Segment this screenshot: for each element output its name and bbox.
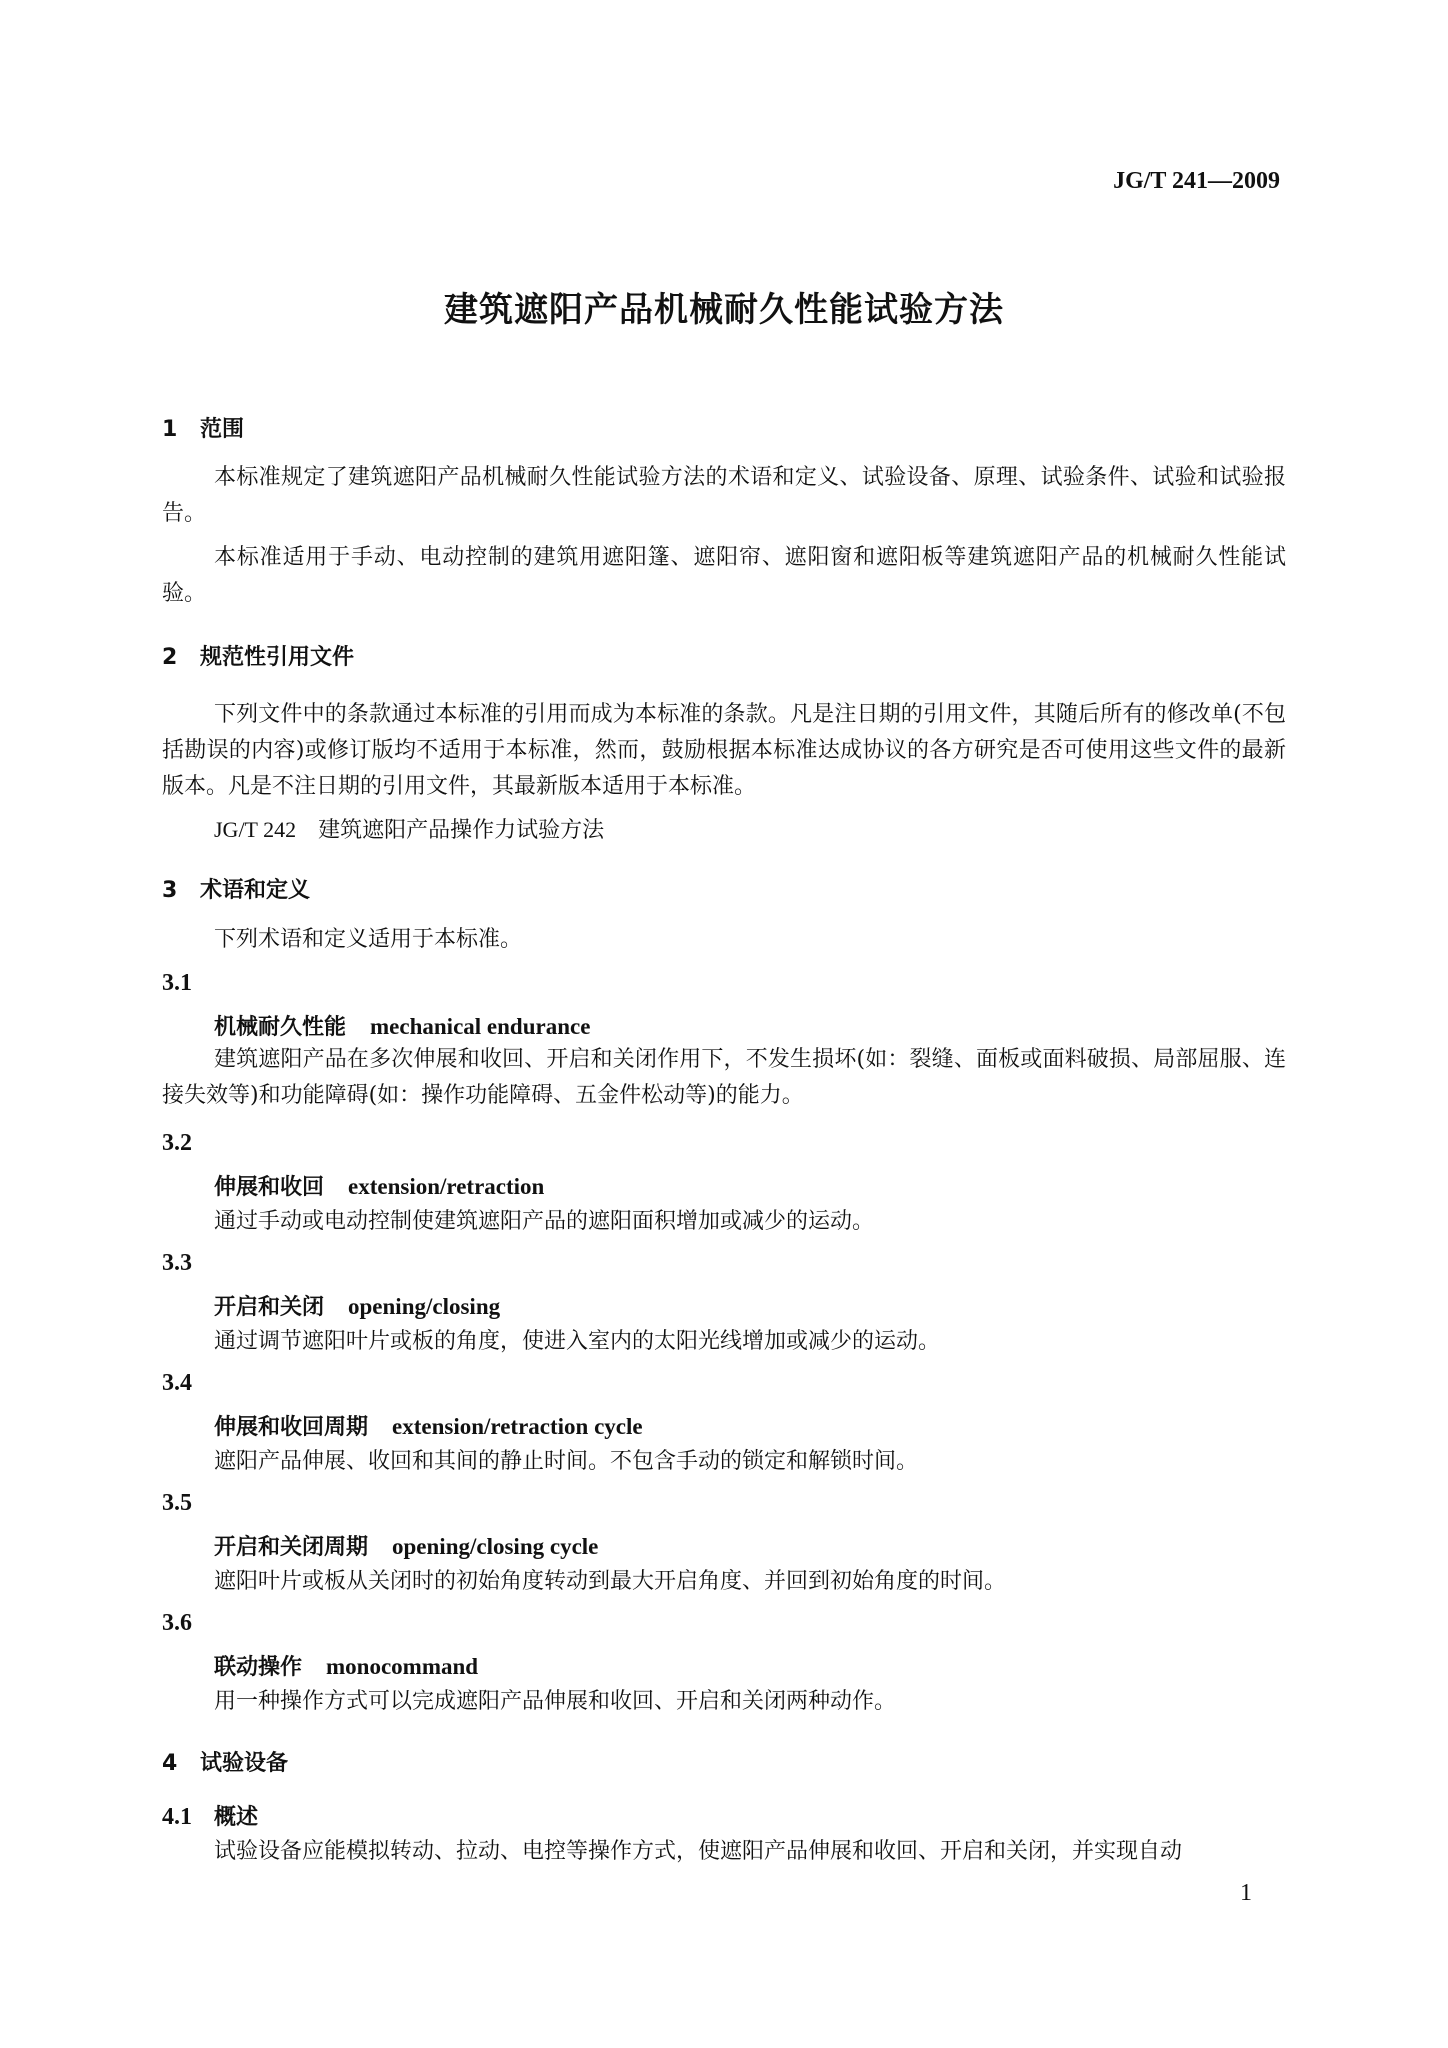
- section-number: 1: [162, 417, 178, 442]
- term-heading: [214, 1530, 598, 1561]
- section-title: 术语和定义: [200, 878, 311, 903]
- term-heading: [214, 1410, 643, 1441]
- term-definition: 遮阳叶片或板从关闭时的初始角度转动到最大开启角度、并回到初始角度的时间。: [214, 1569, 1007, 1594]
- term-zh: 伸展和收回周期: [214, 1415, 369, 1440]
- section-3-intro: 下列术语和定义适用于本标准。: [214, 927, 523, 952]
- section-title: 试验设备: [200, 1751, 289, 1776]
- term-heading: [214, 1170, 544, 1201]
- term-definition: 建筑遮阳产品在多次伸展和收回、开启和关闭作用下，不发生损坏(如：裂缝、面板或面料破损、局部屈服、连接失效等)和功能障碍(如：操作功能障碍、五金件松动等)的能力。: [162, 1047, 1286, 1108]
- term-definition: 通过手动或电动控制使建筑遮阳产品的遮阳面积增加或减少的运动。: [214, 1209, 875, 1234]
- term-number: 3.4: [162, 1370, 192, 1396]
- term-heading: [214, 1290, 500, 1321]
- term-en: opening/closing cycle: [392, 1534, 599, 1559]
- term-number: 3.5: [162, 1490, 192, 1516]
- term-zh: 机械耐久性能: [214, 1015, 347, 1040]
- term-en: monocommand: [326, 1654, 479, 1679]
- term-zh: 伸展和收回: [214, 1175, 325, 1200]
- term-en: opening/closing: [348, 1294, 501, 1319]
- section-title: 规范性引用文件: [200, 645, 355, 670]
- section-number: 4: [162, 1751, 178, 1776]
- term-zh: 开启和关闭周期: [214, 1535, 369, 1560]
- section-2-heading: [162, 640, 354, 671]
- section-3-heading: [162, 873, 310, 904]
- subsection-title: 概述: [214, 1805, 259, 1830]
- term-definition: 用一种操作方式可以完成遮阳产品伸展和收回、开启和关闭两种动作。: [214, 1689, 897, 1714]
- section-4-paragraph-1: 试验设备应能模拟转动、拉动、电控等操作方式，使遮阳产品伸展和收回、开启和关闭，并实现自动: [214, 1839, 1183, 1864]
- term-heading: [214, 1650, 478, 1681]
- reference-code: JG/T 242: [214, 817, 297, 842]
- term-en: extension/retraction cycle: [392, 1414, 643, 1439]
- term-number: 3.6: [162, 1610, 192, 1636]
- subsection-number: 4.1: [162, 1804, 192, 1830]
- term-en: mechanical endurance: [370, 1014, 591, 1039]
- term-number: 3.2: [162, 1130, 192, 1156]
- normative-reference: [214, 812, 1286, 849]
- section-number: 3: [162, 878, 178, 903]
- reference-title: 建筑遮阳产品操作力试验方法: [318, 818, 605, 843]
- term-number: 3.1: [162, 970, 192, 996]
- section-1-paragraph-2: 本标准适用于手动、电动控制的建筑用遮阳篷、遮阳帘、遮阳窗和遮阳板等建筑遮阳产品的机械耐久性能试验。: [162, 545, 1286, 606]
- term-definition: 遮阳产品伸展、收回和其间的静止时间。不包含手动的锁定和解锁时间。: [214, 1449, 919, 1474]
- term-heading: [214, 1010, 590, 1041]
- section-1-paragraph-1: 本标准规定了建筑遮阳产品机械耐久性能试验方法的术语和定义、试验设备、原理、试验条件、试验和试验报告。: [162, 465, 1286, 526]
- section-1-heading: [162, 412, 244, 443]
- section-title: 范围: [200, 417, 245, 442]
- section-2-paragraph-1: 下列文件中的条款通过本标准的引用而成为本标准的条款。凡是注日期的引用文件，其随后所有的修改单(不包括勘误的内容)或修订版均不适用于本标准，然而，鼓励根据本标准达成协议的各方研究是否可使用这些文件的最新版本。凡是不注日期的引用文件，其最新版本适用于本标准。: [162, 702, 1286, 799]
- term-number: 3.3: [162, 1250, 192, 1276]
- page-number: 1: [1240, 1880, 1252, 1906]
- standard-code: JG/T 241—2009: [1113, 168, 1280, 194]
- section-number: 2: [162, 645, 178, 670]
- term-definition: 通过调节遮阳叶片或板的角度，使进入室内的太阳光线增加或减少的运动。: [214, 1329, 941, 1354]
- term-zh: 开启和关闭: [214, 1295, 325, 1320]
- document-title: 建筑遮阳产品机械耐久性能试验方法: [444, 290, 1004, 330]
- term-en: extension/retraction: [348, 1174, 545, 1199]
- subsection-4-1-heading: [162, 1800, 258, 1831]
- term-zh: 联动操作: [214, 1655, 303, 1680]
- section-4-heading: [162, 1746, 288, 1777]
